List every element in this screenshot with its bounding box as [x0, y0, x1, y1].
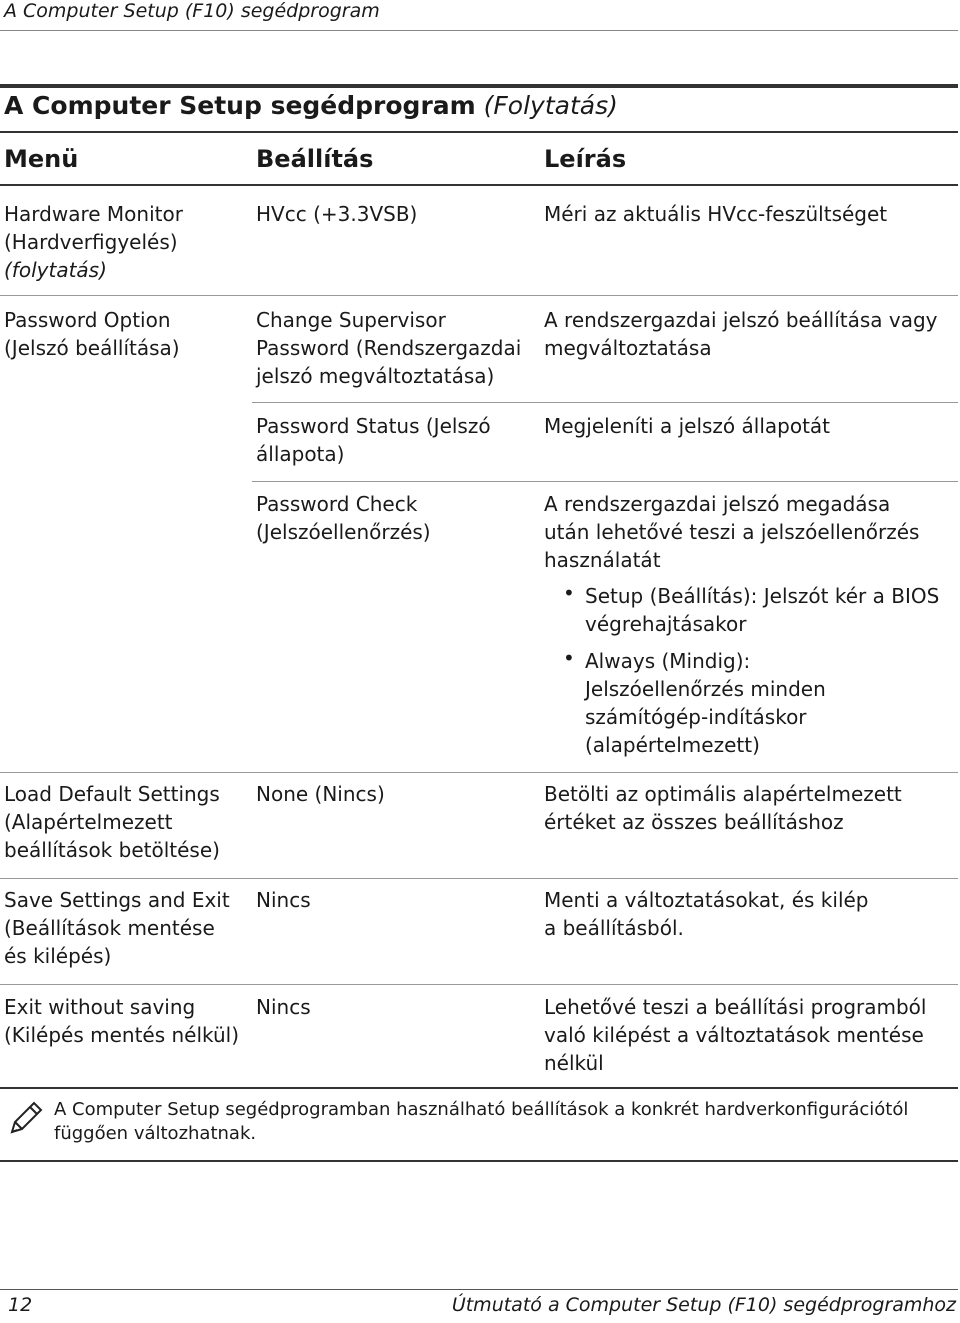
menu-line: és kilépés)	[4, 944, 112, 968]
bullet-item	[585, 582, 939, 638]
footer-doc-title: Útmutató a Computer Setup (F10) segédprogramhoz	[451, 1294, 956, 1316]
bullet-line: Setup (Beállítás): Jelszót kér a BIOS	[585, 584, 940, 608]
menu-line: (Beállítások mentése	[4, 916, 215, 940]
table-row-description	[544, 993, 926, 1077]
menu-line: Exit without saving	[4, 995, 196, 1019]
setting-line: jelszó megváltoztatása)	[256, 364, 495, 388]
description-line: A rendszergazdai jelszó beállítása vagy	[544, 308, 938, 332]
menu-line: (Hardverfigyelés)	[4, 230, 178, 254]
table-row-description	[544, 490, 919, 574]
description-line: Betölti az optimális alapértelmezett	[544, 782, 902, 806]
description-line: után lehetővé teszi a jelszóellenőrzés	[544, 520, 920, 544]
menu-line: (folytatás)	[4, 258, 107, 282]
menu-line: Password Option	[4, 308, 171, 332]
top-thin-rule	[0, 30, 958, 31]
table-row-description	[544, 412, 830, 440]
column-header-menu: Menü	[4, 145, 79, 173]
pencil-note-icon	[6, 1098, 46, 1138]
table-row-menu	[4, 993, 239, 1049]
menu-line: Load Default Settings	[4, 782, 220, 806]
setting-line: Password (Rendszergazdai	[256, 336, 522, 360]
bullet-icon: •	[563, 581, 575, 605]
setting-line: Nincs	[256, 995, 311, 1019]
description-line: Lehetővé teszi a beállítási programból	[544, 995, 927, 1019]
table-row-menu	[4, 306, 180, 362]
table-row-menu	[4, 780, 220, 864]
running-header: A Computer Setup (F10) segédprogram	[4, 0, 380, 22]
table-row-menu	[4, 886, 230, 970]
bullet-line: Always (Mindig):	[585, 649, 751, 673]
bullet-line: számítógép-indításkor	[585, 705, 807, 729]
description-line: nélkül	[544, 1051, 604, 1075]
table-bottom-rule	[0, 1087, 958, 1089]
description-line: Megjeleníti a jelszó állapotát	[544, 414, 831, 438]
table-row-description	[544, 886, 869, 942]
sub-row-divider	[252, 402, 958, 403]
table-row-description	[544, 306, 938, 362]
table-row-description	[544, 780, 902, 836]
row-divider	[0, 984, 958, 985]
header-rule	[0, 184, 958, 186]
description-line: használatát	[544, 548, 661, 572]
menu-line: Hardware Monitor	[4, 202, 183, 226]
table-row-setting	[256, 490, 431, 546]
menu-line: (Kilépés mentés nélkül)	[4, 1023, 240, 1047]
bullet-icon: •	[563, 646, 575, 670]
row-divider	[0, 772, 958, 773]
menu-line: Save Settings and Exit	[4, 888, 230, 912]
sub-row-divider	[252, 481, 958, 482]
menu-line: beállítások betöltése)	[4, 838, 220, 862]
table-title-main: A Computer Setup segédprogram	[4, 91, 476, 120]
table-title	[4, 91, 618, 120]
menu-line: (Alapértelmezett	[4, 810, 173, 834]
description-line: való kilépést a változtatások mentése	[544, 1023, 924, 1047]
setting-line: Nincs	[256, 888, 311, 912]
description-line: értéket az összes beállításhoz	[544, 810, 844, 834]
bullet-line: (alapértelmezett)	[585, 733, 760, 757]
table-row-setting	[256, 412, 491, 468]
row-divider	[0, 295, 958, 296]
bullet-line: végrehajtásakor	[585, 612, 747, 636]
page-number: 12	[8, 1294, 33, 1316]
bullet-item	[585, 647, 826, 759]
table-row-setting	[256, 886, 311, 914]
note-text	[54, 1098, 908, 1146]
column-header-description: Leírás	[544, 145, 627, 173]
description-line: megváltoztatása	[544, 336, 712, 360]
table-title-continued: (Folytatás)	[483, 91, 618, 120]
table-row-setting	[256, 200, 417, 228]
note-line: A Computer Setup segédprogramban használható beállítások a konkrét hardverkonfigurációtól	[54, 1099, 909, 1120]
note-bottom-rule	[0, 1160, 958, 1162]
bullet-line: Jelszóellenőrzés minden	[585, 677, 826, 701]
table-row-menu	[4, 200, 183, 284]
title-bottom-rule	[0, 131, 958, 133]
setting-line: Password Check	[256, 492, 418, 516]
setting-line: Change Supervisor	[256, 308, 446, 332]
setting-line: állapota)	[256, 442, 345, 466]
table-row-setting	[256, 306, 521, 390]
note-line: függően változhatnak.	[54, 1123, 257, 1144]
setting-line: Password Status (Jelszó	[256, 414, 491, 438]
description-line: Menti a változtatásokat, és kilép	[544, 888, 869, 912]
table-row-setting	[256, 993, 311, 1021]
setting-line: (Jelszóellenőrzés)	[256, 520, 431, 544]
column-header-setting: Beállítás	[256, 145, 374, 173]
menu-line: (Jelszó beállítása)	[4, 336, 180, 360]
setting-line: HVcc (+3.3VSB)	[256, 202, 418, 226]
description-line: Méri az aktuális HVcc-feszültséget	[544, 202, 888, 226]
table-row-description	[544, 200, 887, 228]
description-line: a beállításból.	[544, 916, 684, 940]
description-line: A rendszergazdai jelszó megadása	[544, 492, 891, 516]
setting-line: None (Nincs)	[256, 782, 385, 806]
footer-rule	[0, 1289, 958, 1290]
row-divider	[0, 878, 958, 879]
title-top-rule	[0, 84, 958, 88]
table-row-setting	[256, 780, 385, 808]
